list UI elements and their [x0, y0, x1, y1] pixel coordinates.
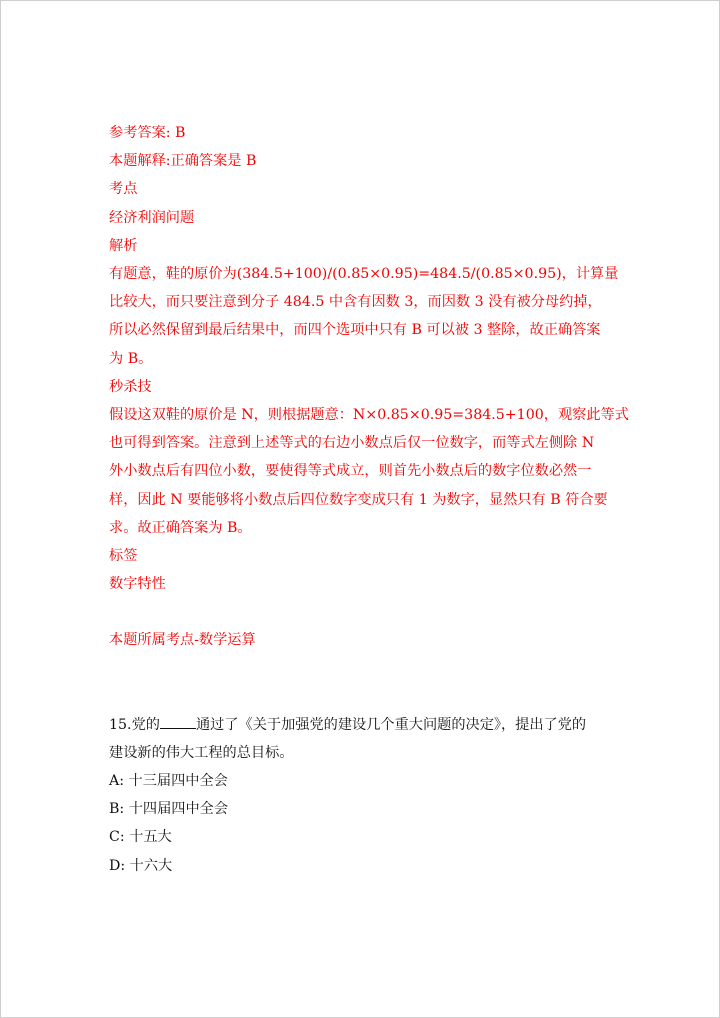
miaosha-heading: 秒杀技	[109, 378, 152, 395]
question-stem-prefix: 15.党的	[109, 716, 160, 733]
question-stem-suffix: 通过了《关于加强党的建设几个重大问题的决定》，提出了党的	[195, 716, 587, 733]
kaodian-value: 经济利润问题	[109, 209, 195, 226]
option-b: B: 十四届四中全会	[109, 801, 229, 818]
miaosha-line-3: 外小数点后有四位小数，要使得等式成立，则首先小数点后的数字位数必然一	[109, 463, 592, 480]
jiexi-line-3: 所以必然保留到最后结果中，而四个选项中只有 B 可以被 3 整除，故正确答案	[109, 322, 601, 339]
page-content	[109, 119, 629, 880]
biaoqian-heading: 标签	[109, 548, 138, 565]
question-stem-line-1	[109, 711, 619, 739]
fill-in-blank	[160, 714, 196, 729]
category-line: 本题所属考点-数学运算	[109, 632, 256, 649]
option-d: D: 十六大	[109, 857, 173, 874]
miaosha-line-1: 假设这双鞋的原价是 N，则根据题意：N×0.85×0.95=384.5+100，观察此等式	[109, 407, 629, 424]
spacer	[109, 655, 619, 711]
jiexi-line-1: 有题意，鞋的原价为(384.5+100)/(0.85×0.95)=484.5/(0.85×0.95)，计算量	[109, 266, 619, 283]
miaosha-line-5: 求。故正确答案为 B。	[109, 519, 252, 536]
option-a: A: 十三届四中全会	[109, 773, 228, 790]
kaodian-heading: 考点	[109, 181, 138, 198]
answer-line: 参考答案: B	[109, 125, 186, 141]
miaosha-line-4: 样，因此 N 要能够将小数点后四位数字变成只有 1 为数字，显然只有 B 符合要	[109, 491, 608, 508]
miaosha-line-2: 也可得到答案。注意到上述等式的右边小数点后仅一位数字，而等式左侧除 N	[109, 435, 595, 452]
question-stem-line-2: 建设新的伟大工程的总目标。	[109, 744, 294, 761]
biaoqian-value: 数字特性	[109, 576, 166, 593]
option-c: C: 十五大	[109, 829, 172, 846]
spacer	[109, 598, 619, 626]
explanation-line: 本题解释:正确答案是 B	[109, 153, 257, 170]
jiexi-heading: 解析	[109, 237, 138, 254]
jiexi-line-4: 为 B。	[109, 350, 153, 367]
jiexi-line-2: 比较大，而只要注意到分子 484.5 中含有因数 3，而因数 3 没有被分母约掉，	[109, 294, 602, 311]
